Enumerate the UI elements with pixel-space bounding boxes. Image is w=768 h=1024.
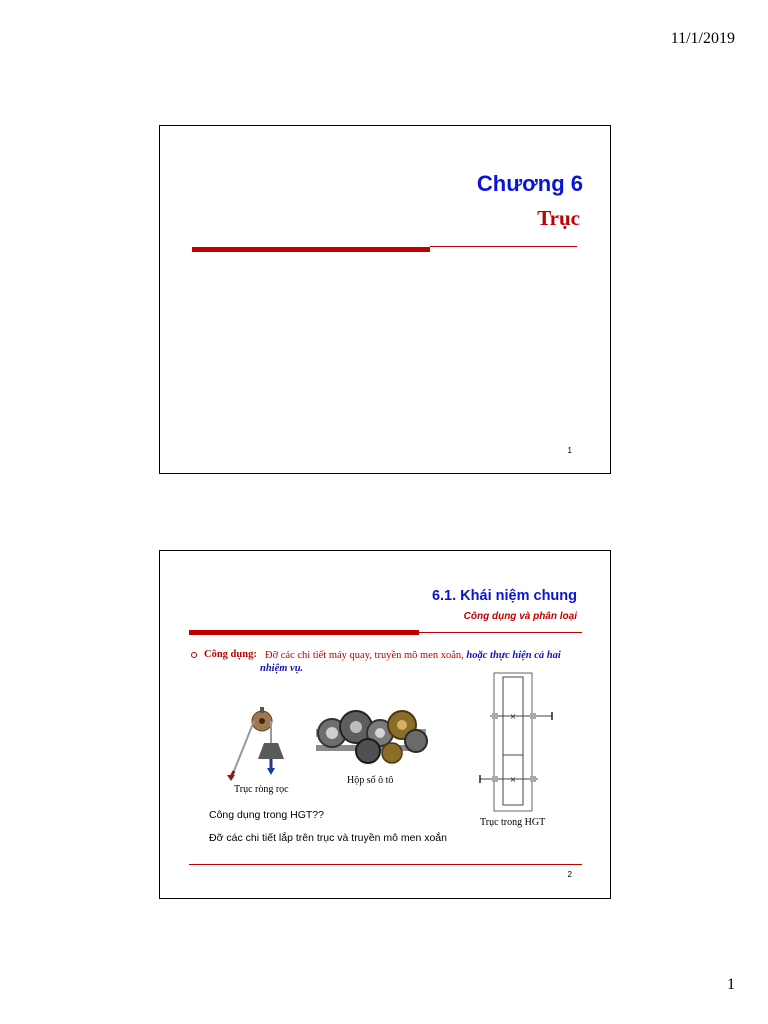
section-rule-thin <box>419 632 582 633</box>
question-text: Công dụng trong HGT?? <box>209 809 324 821</box>
section-title: 6.1. Khái niệm chung <box>431 588 577 604</box>
section-subtitle: Công dụng và phân loại <box>463 611 577 622</box>
slide-number: 1 <box>567 446 572 455</box>
chapter-heading: Chương 6 <box>476 171 583 196</box>
bullet-text <box>265 649 595 663</box>
bullet-text-red: Đỡ các chi tiết máy quay, truyền mô men xoắn, <box>265 650 464 661</box>
caption-gearbox: Hộp số ô tô <box>347 775 394 786</box>
bullet-text-blue: hoặc thực hiện cả hai <box>466 650 561 661</box>
bullet-text-line2: nhiệm vụ. <box>260 663 304 674</box>
page-number: 1 <box>727 976 735 993</box>
slide-2 <box>159 550 611 899</box>
svg-text:×: × <box>509 775 517 784</box>
answer-text: Đỡ các chi tiết lắp trên trục và truyền mô men xoắn <box>209 832 447 844</box>
header-date: 11/1/2019 <box>670 30 735 47</box>
gearbox-illustration <box>312 697 432 769</box>
section-rule-thick <box>189 630 419 635</box>
slide-1 <box>159 125 611 474</box>
caption-hgt: Trục trong HGT <box>480 817 546 828</box>
bullet-label: Công dụng: <box>204 649 257 660</box>
bullet-icon <box>191 652 197 658</box>
svg-text:×: × <box>509 712 517 721</box>
footer-rule <box>189 864 582 865</box>
pulley-illustration <box>226 703 296 783</box>
title-rule-thin <box>430 246 577 247</box>
chapter-title: Trục <box>537 206 580 230</box>
slide-number: 2 <box>567 870 572 879</box>
caption-pulley: Trục ròng rọc <box>234 784 289 795</box>
hgt-shaft-diagram <box>478 669 556 815</box>
title-rule-thick <box>192 247 430 252</box>
